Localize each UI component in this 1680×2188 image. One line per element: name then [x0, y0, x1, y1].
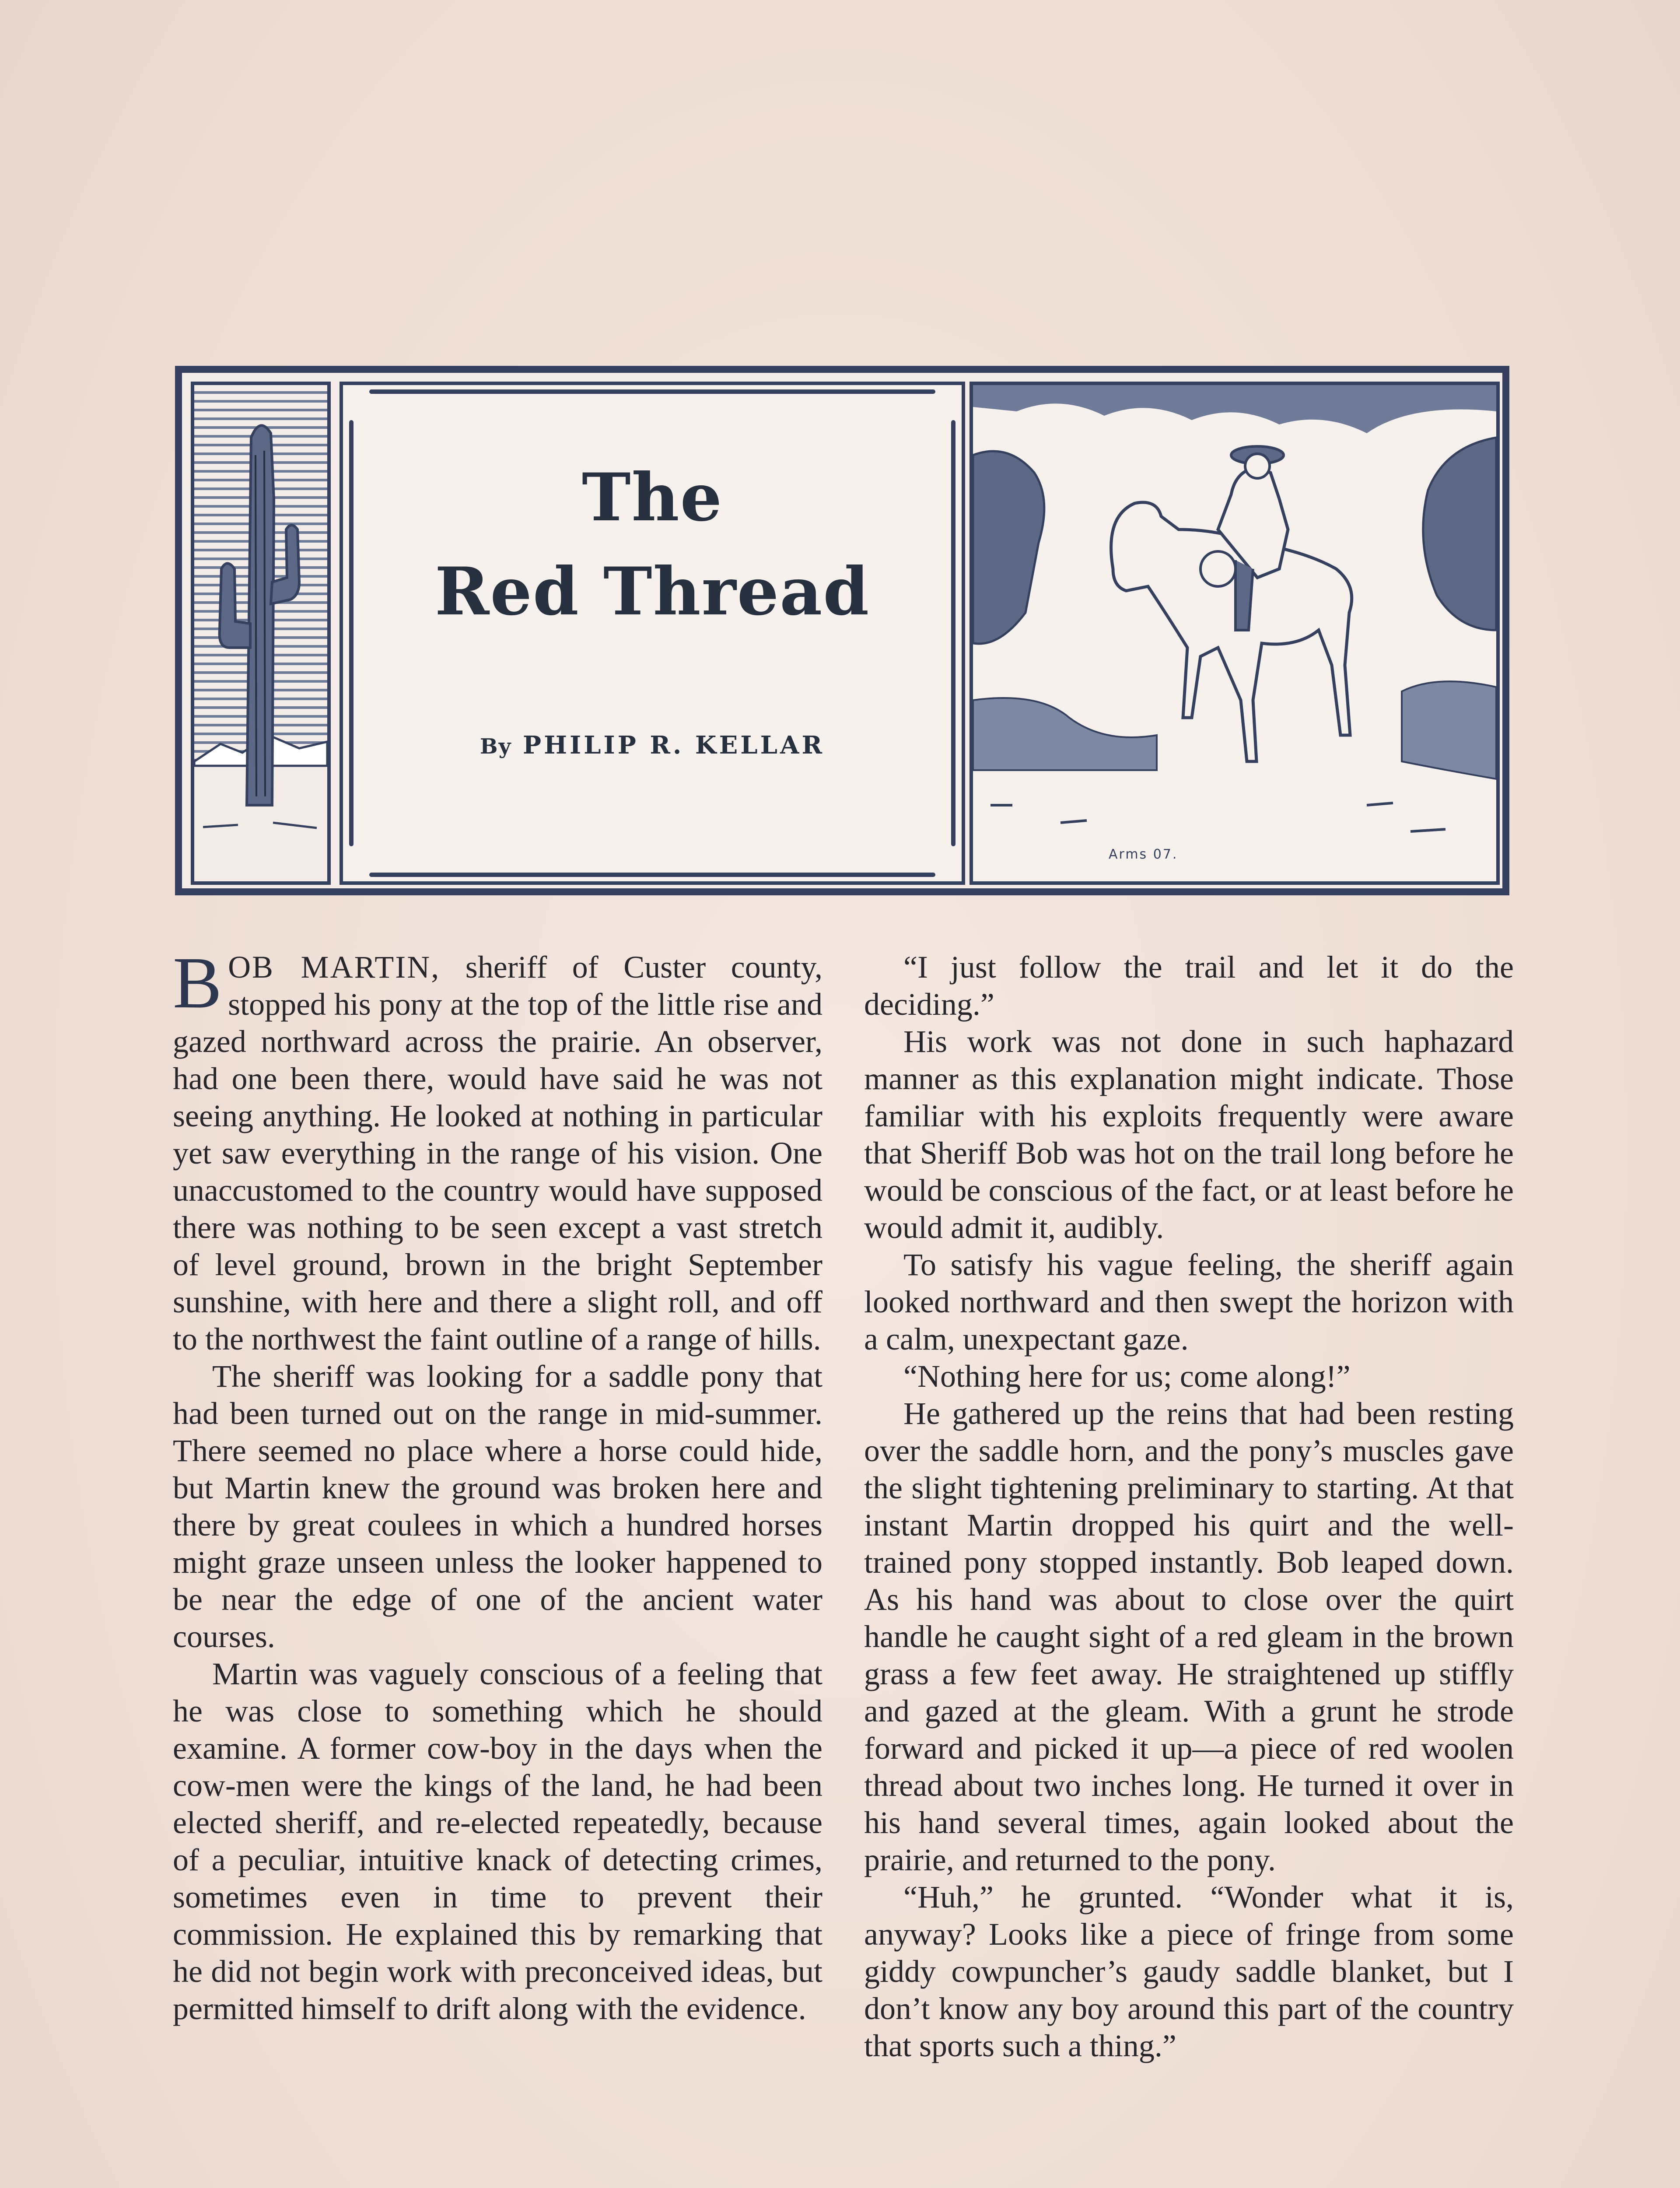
paragraph-text: sheriff of Custer county, stopped his pony at the top of the little rise and gazed northward across the prairie. An observer, had one been there, would have said he was not seeing anything. He looked at nothing in particular yet saw everything in the range of his vision. One unaccustomed to the country would have supposed there was nothing to be seen except a vast stretch of level ground, brown in the bright September sunshine, with here and there a slight roll, and off to the northwest the faint outline of a range of hills. — [173, 950, 822, 1357]
title-banner — [175, 366, 1509, 895]
paragraph: “Huh,” he grunted. “Wonder what it is, anyway? Looks like a piece of fringe from some giddy cowpuncher’s gaudy saddle blanket, but I don’t know any boy around this part of the country that sports such a thing.” — [864, 1879, 1514, 2063]
cactus-icon — [194, 385, 327, 881]
frame-rail — [369, 389, 935, 394]
title-panel — [340, 382, 965, 885]
byline-prefix: By — [480, 734, 512, 759]
opening-smallcaps: OB MARTIN, — [228, 950, 441, 985]
paragraph: His work was not done in such haphazard manner as this explanation might indicate. Those familiar with his exploits frequently were aware that Sheriff Bob was hot on the trail long before he would be conscious of the fact, or at least before he would admit it, audibly. — [864, 1024, 1514, 1245]
text-column-right — [864, 949, 1514, 2065]
paragraph — [173, 942, 822, 1358]
frame-rail — [369, 873, 935, 877]
cowboy-on-horse-icon — [973, 385, 1496, 881]
title-line-2: Red Thread — [434, 553, 870, 630]
paragraph: Martin was vaguely conscious of a feeling that he was close to something which he should examine. A former cow-boy in the days when the cow-men were the kings of the land, he had been elected sheriff, and re-elected repeatedly, because of a peculiar, intuitive knack of detecting crimes, sometimes even in time to prevent their commission. He explained this by remarking that he did not begin work with preconceived ideas, but permitted himself to drift along with the evidence. — [173, 1656, 822, 2026]
byline — [343, 731, 962, 760]
paragraph: The sheriff was looking for a saddle pony that had been turned out on the range in mid-summer. There seemed no place where a horse could hide, but Martin knew the ground was broken here and there by great coulees in which a hundred horses might graze unseen unless the looker happened to be near the edge of one of the ancient water courses. — [173, 1359, 822, 1654]
paragraph: “I just follow the trail and let it do the deciding.” — [864, 950, 1514, 1022]
cactus-illustration — [191, 382, 331, 885]
drop-cap: B — [173, 942, 222, 1024]
title-line-1: The — [581, 459, 723, 536]
cowboy-illustration — [970, 382, 1500, 885]
paragraph: “Nothing here for us; come along!” — [903, 1359, 1351, 1394]
story-title — [343, 451, 962, 639]
paragraph: To satisfy his vague feeling, the sheriff again looked northward and then swept the horizon with a calm, unexpectant gaze. — [864, 1247, 1514, 1357]
byline-author: PHILIP R. KELLAR — [522, 731, 825, 760]
text-column-left — [173, 942, 822, 2027]
illustration-signature: Arms 07. — [1109, 847, 1178, 862]
paragraph: He gathered up the reins that had been resting over the saddle horn, and the pony’s muscles gave the slight tightening preliminary to starting. At that instant Martin dropped his quirt and the well-trained pony stopped instantly. Bob leaped down. As his hand was about to close over the quirt handle he caught sight of a red gleam in the brown grass a few feet away. He straightened up stiffly and gazed at the gleam. With a grunt he strode forward and picked it up—a piece of red woolen thread about two inches long. He turned it over in his hand several times, again looked about the prairie, and returned to the pony. — [864, 1396, 1514, 1877]
